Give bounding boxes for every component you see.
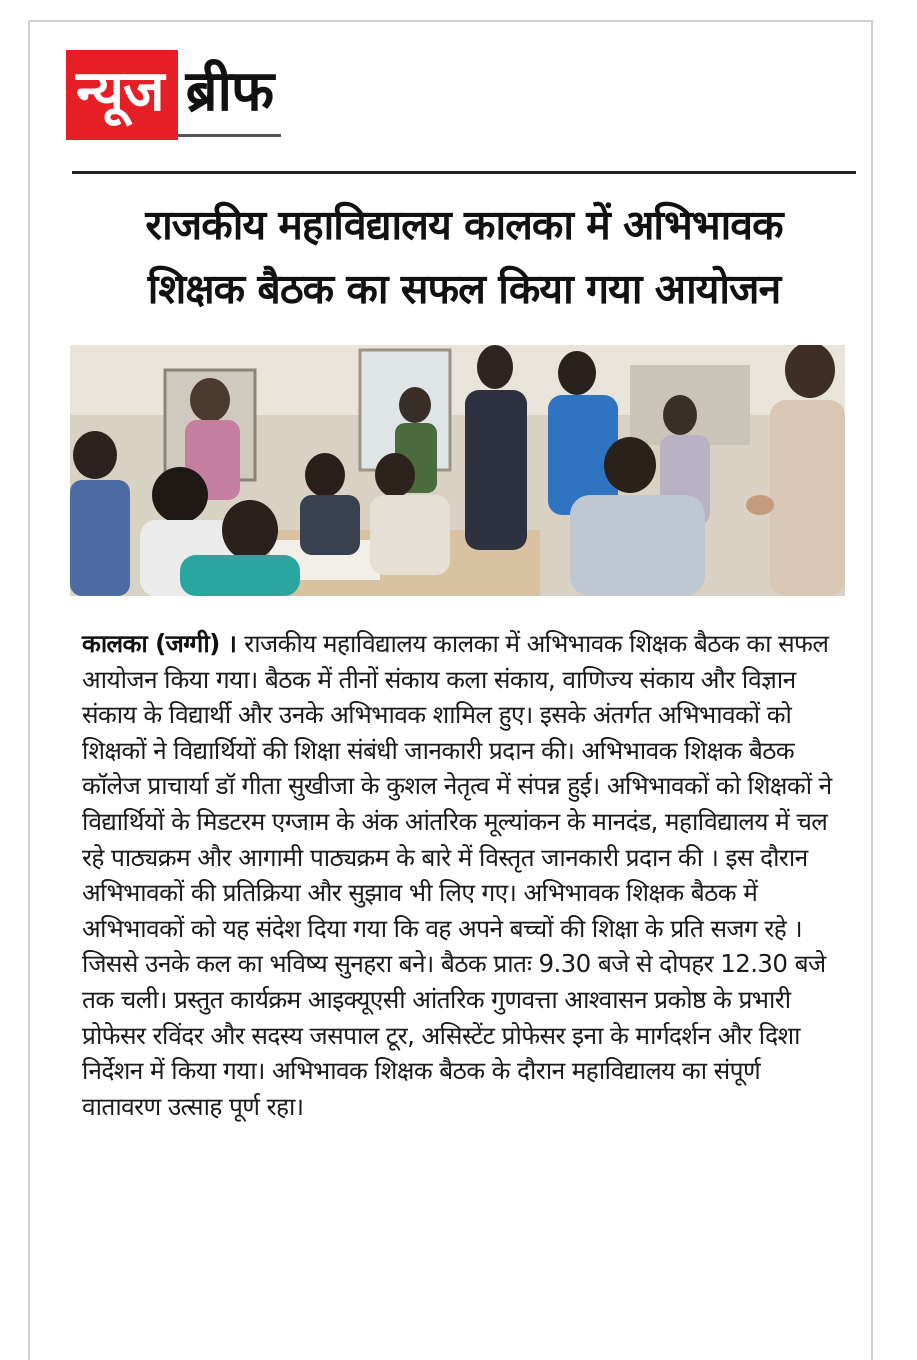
article-dateline: कालका (जग्गी) । bbox=[82, 629, 245, 658]
headline-divider bbox=[72, 171, 856, 174]
article-body-text: राजकीय महाविद्यालय कालका में अभिभावक शिक्षक बैठक का सफल आयोजन किया गया। बैठक में तीनों संकाय कला संकाय, वाणिज्य संकाय और विज्ञान संकाय के विद्यार्थी और उनके अभिभावक शामिल हुए। इसके अंतर्गत अभिभावकों को शिक्षकों ने विद्यार्थियों की शिक्षा संबंधी जानकारी प्रदान की। अभिभावक शिक्षक बैठक कॉलेज प्राचार्या डॉ गीता सुखीजा के कुशल नेतृत्व में संपन्न हुई। अभिभावकों को शिक्षकों ने विद्यार्थियों के मिडटरम एग्जाम के अंक आंतरिक मूल्यांकन के मानदंड, महाविद्यालय में चल रहे पाठ्यक्रम और आगामी पाठ्यक्रम के बारे में विस्तृत जानकारी प्रदान की । इस दौरान अभिभावकों की प्रतिक्रिया और सुझाव भी लिए गए। अभिभावक शिक्षक बैठक में अभिभावकों को यह संदेश दिया गया कि वह अपने बच्चों की शिक्षा के प्रति सजग रहे । जिससे उनके कल का भविष्य सुनहरा बने। बैठक प्रातः 9.30 बजे से दोपहर 12.30 बजे तक चली। प्रस्तुत कार्यक्रम आइक्यूएसी आंतरिक गुणवत्ता आश्वासन प्रकोष्ठ के प्रभारी प्रोफेसर रविंदर और सदस्य जसपाल टूर, असिस्टेंट प्रोफेसर इना के मार्गदर्शन और दिशा निर्देशन में किया गया। अभिभावक शिक्षक बैठक के दौरान महाविद्यालय का संपूर्ण वातावरण उत्साह पूर्ण रहा। bbox=[82, 629, 832, 1121]
masthead-red-word: न्यूज bbox=[66, 50, 178, 140]
article-headline bbox=[72, 193, 856, 321]
column-masthead bbox=[66, 50, 281, 140]
article-body bbox=[82, 626, 842, 1124]
article-photo bbox=[70, 345, 845, 596]
masthead-black-word: ब्रीफ bbox=[178, 50, 282, 137]
headline-line-2: शिक्षक बैठक का सफल किया गया आयोजन bbox=[147, 265, 781, 313]
headline-line-1: राजकीय महाविद्यालय कालका में अभिभावक bbox=[145, 201, 783, 249]
